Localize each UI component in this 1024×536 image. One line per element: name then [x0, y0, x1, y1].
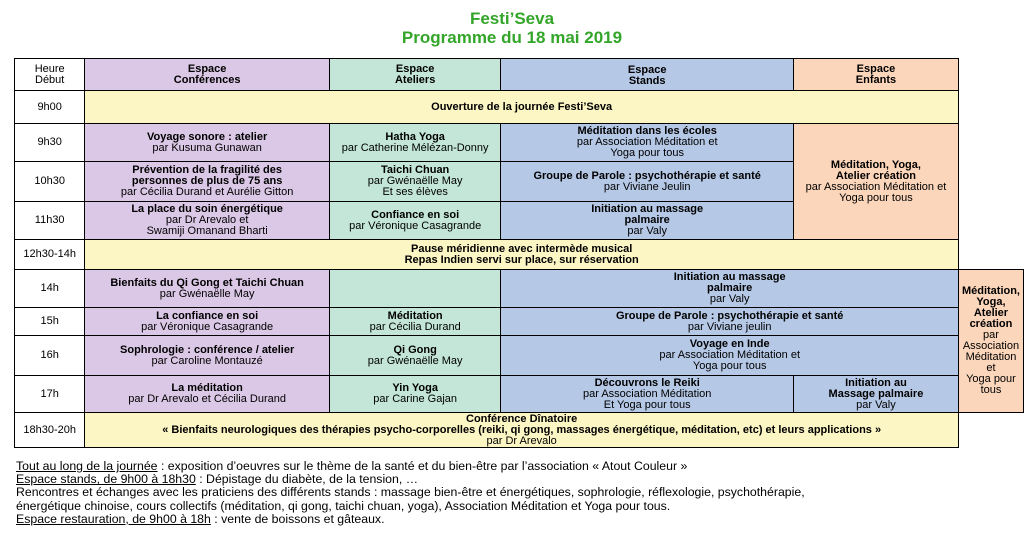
session-title: Méditation, Yoga,: [961, 285, 1020, 308]
session-speaker: par Viviane Jeulin: [603, 180, 691, 193]
session-speaker: par Cécilia Durand: [369, 320, 461, 333]
time-cell: 12h30-14h: [15, 240, 85, 270]
session-speaker: par Caroline Montauzé: [151, 354, 263, 367]
footer-line: Tout au long de la journée : exposition d’oeuvres sur le thème de la santé et du bien-être par l’association « Atout Couleur »: [16, 459, 688, 473]
session-cell: [501, 124, 794, 162]
session-title: personnes de plus de 75 ans: [131, 175, 283, 187]
session-title: Taichi Chuan: [381, 164, 450, 176]
session-cell: [329, 124, 501, 162]
time-cell: 14h: [15, 270, 85, 308]
session-cell-reiki: [501, 376, 794, 413]
session-speaker: par Association Méditation: [582, 387, 712, 400]
session-speaker: par Véronique Casagrande: [141, 320, 274, 333]
session-speaker: par Véronique Casagrande: [349, 219, 482, 232]
row-16h: [15, 336, 1024, 376]
session-speaker: Et ses élèves: [382, 186, 448, 198]
session-speaker: Et Yoga pour tous: [603, 398, 691, 411]
session-speaker: par Viviane jeulin: [687, 320, 772, 333]
session-cell: [501, 336, 959, 376]
session-cell: [501, 308, 959, 336]
session-cell: [329, 376, 501, 413]
dinner-conference-cell: [85, 413, 959, 448]
session-speaker: par Valy: [709, 293, 750, 305]
kids-session-cell: [793, 124, 958, 240]
time-cell: 9h00: [15, 91, 85, 124]
session-title: « Bienfaits neurologiques des thérapies psycho-corporelles (reiki, qi gong, massages énergétique, méditation, etc) et leurs applications »: [162, 423, 882, 436]
row-17h: [15, 376, 1024, 413]
session-title: Voyage en Inde: [689, 338, 770, 350]
session-speaker: par Carine Gajan: [373, 393, 458, 405]
session-title: Qi Gong: [393, 343, 437, 356]
session-title: La méditation: [171, 382, 243, 394]
footer-notes: [16, 460, 1016, 526]
session-cell: [329, 270, 501, 308]
session-title: Découvrons le Reiki: [594, 376, 700, 389]
row-9h30: [15, 124, 1024, 162]
session-cell-massage: [793, 376, 958, 413]
session-cell: [501, 202, 794, 240]
session-title: Prévention de la fragilité des: [132, 164, 283, 176]
session-speaker: par Kusuma Gunawan: [152, 141, 262, 154]
session-cell: [85, 202, 330, 240]
session-cell: [85, 308, 330, 336]
session-title: Méditation, Yoga,: [830, 158, 921, 171]
time-cell: 15h: [15, 308, 85, 336]
opening-cell: Ouverture de la journée Festi’Seva: [85, 91, 959, 124]
session-speaker: par Association Méditation et: [659, 349, 800, 361]
time-cell: 9h30: [15, 124, 85, 162]
row-15h: [15, 308, 1024, 336]
session-speaker: par Association Méditation et: [962, 329, 1020, 374]
header-row: [15, 59, 1024, 91]
footer-line: Espace stands, de 9h00 à 18h30 : Dépistage du diabète, de la tension, …: [16, 472, 418, 487]
session-title: Méditation dans les écoles: [577, 125, 717, 137]
session-title: Initiation au massage: [673, 271, 786, 283]
session-cell: [329, 336, 501, 376]
footer-line: Rencontres et échanges avec les praticiens des différents stands : massage bien-être et énergétiques, sophrologie, réflexologie, psychothérapie,: [16, 485, 805, 500]
session-speaker: Yoga pour tous: [966, 373, 1016, 396]
session-speaker: par Dr Arevalo et Cécilia Durand: [128, 393, 286, 405]
session-title: Sophrologie : conférence / atelier: [120, 343, 295, 356]
session-speaker: par Dr Arevalo et: [165, 214, 249, 226]
kids-session-cell: [958, 270, 1023, 413]
time-cell: 10h30: [15, 162, 85, 202]
session-speaker: par Cécilia Durand et Aurélie Gitton: [120, 186, 294, 198]
header-enfants: Espace Enfants: [793, 59, 958, 91]
session-speaker: par Catherine Mélézan-Donny: [341, 141, 489, 154]
time-cell: 11h30: [15, 202, 85, 240]
session-title: La place du soin énergétique: [131, 203, 283, 215]
header-time: Heure Début: [15, 59, 85, 91]
time-cell: 17h: [15, 376, 85, 413]
programme-date: Programme du 18 mai 2019: [401, 28, 623, 47]
page-title: [0, 9, 1024, 47]
session-title: Groupe de Parole : psychothérapie et santé: [533, 169, 761, 182]
session-cell: [85, 270, 330, 308]
session-speaker: par Gwénaëlle May: [367, 354, 463, 367]
session-title: Initiation au: [845, 376, 907, 389]
header-ateliers: Espace Ateliers: [329, 59, 501, 91]
session-speaker: Yoga pour tous: [839, 191, 913, 204]
session-speaker: par Valy: [856, 398, 896, 411]
session-title: Voyage sonore : atelier: [147, 130, 268, 143]
festival-name: Festi’Seva: [469, 9, 555, 28]
session-title: Méditation: [387, 309, 443, 322]
session-title: Confiance en soi: [371, 208, 460, 221]
session-cell: [329, 162, 501, 202]
session-title: Yin Yoga: [392, 382, 438, 394]
session-title: Bienfaits du Qi Gong et Taichi Chuan: [110, 276, 304, 289]
session-title: palmaire: [707, 282, 753, 294]
session-title: Massage palmaire: [828, 387, 924, 400]
session-cell: [85, 376, 330, 413]
session-speaker: par Association Méditation et: [805, 180, 947, 193]
session-speaker: Yoga pour tous: [610, 147, 684, 159]
session-title: Hatha Yoga: [385, 130, 445, 143]
session-speaker: Swamiji Omanand Bharti: [146, 225, 268, 237]
time-cell: 18h30-20h: [15, 413, 85, 448]
header-conferences: Espace Conférences: [85, 59, 330, 91]
row-lunch: [15, 240, 1024, 270]
lunch-cell: Pause méridienne avec intermède musical Repas Indien servi sur place, sur réservation: [85, 240, 959, 270]
time-cell: 16h: [15, 336, 85, 376]
session-title: Conférence Dînatoire: [466, 412, 578, 425]
session-cell: [501, 270, 959, 308]
session-title: Initiation au massage: [591, 203, 704, 215]
header-stands: Espace Stands: [501, 59, 794, 91]
session-speaker: par Gwénaëlle May: [367, 175, 463, 187]
session-cell: [85, 162, 330, 202]
row-14h: [15, 270, 1024, 308]
footer-line: énergétique chinoise, cours collectifs (méditation, qi gong, taichi chuan, yoga), Association Méditation et Yoga pour tous.: [16, 498, 671, 513]
session-title: Groupe de Parole : psychothérapie et santé: [615, 309, 844, 322]
session-title: Atelier création: [969, 307, 1013, 330]
programme-table: [14, 58, 1024, 448]
session-title: Atelier création: [835, 169, 916, 182]
footer-line: Espace restauration, de 9h00 à 18h : vente de boissons et gâteaux.: [16, 511, 385, 526]
session-speaker: par Gwénaëlle May: [159, 287, 255, 300]
session-speaker: par Dr Arevalo: [486, 434, 557, 447]
session-speaker: par Valy: [627, 225, 667, 237]
session-title: La confiance en soi: [156, 309, 259, 322]
row-9h00: [15, 91, 1024, 124]
session-title: palmaire: [624, 214, 670, 226]
session-cell: [85, 336, 330, 376]
session-cell: [329, 202, 501, 240]
row-dinner: [15, 413, 1024, 448]
session-cell: [501, 162, 794, 202]
session-cell: [85, 124, 330, 162]
session-speaker: par Association Méditation et: [576, 136, 718, 148]
session-speaker: Yoga pour tous: [692, 360, 767, 372]
session-cell: [329, 308, 501, 336]
